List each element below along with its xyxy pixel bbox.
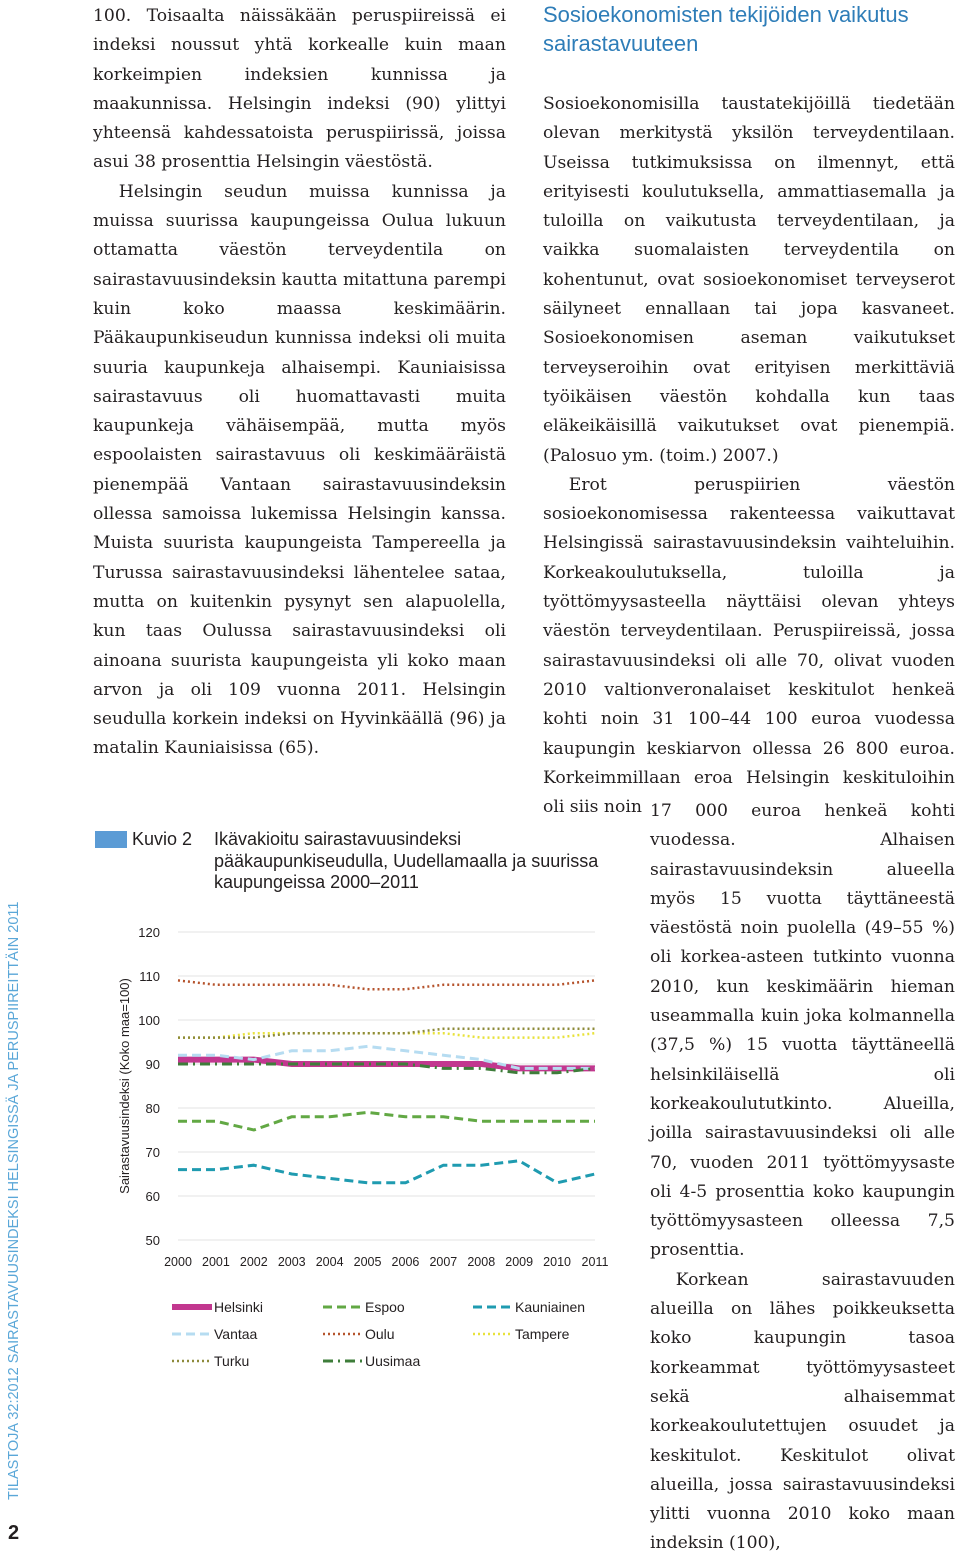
y-tick-label-70: 70 <box>145 1145 160 1160</box>
legend-label-vantaa: Vantaa <box>214 1326 258 1342</box>
left-column-text <box>93 2 506 764</box>
right-paragraph-2 <box>543 475 955 817</box>
x-tick-label-2004: 2004 <box>315 1255 344 1269</box>
left-paragraph-2 <box>93 182 506 759</box>
figure-marker <box>95 831 127 848</box>
left-paragraph-2-text: Helsingin seudun muissa kunnissa ja muissa suurissa kaupungeissa Oulua lukuun ottamatta väestön terveydentila on sairastavuusindeksin kautta mitattuna parempi kuin koko maassa keskimäärin. Pääkaupunkiseudun kunnissa indeksi oli muita suuria kaupunkeja alhaisempi. Kauniaisissa sairastavuus oli huomattavasti muita kaupunkeja vähäisempää, mutta myös espoolaisten sairastavuus oli keskimääräistä pienempää Vantaan sairastavuusindeksin ollessa samoissa lukemissa Helsingin kanssa. Muista suurista kaupungeista Tampereella ja Turussa sairastavuusindeksi lähentelee sataa, mutta on kuitenkin pysynyt sen alapuolella, kun taas Oulussa sairastavuusindeksi oli ainoana suurista kaupungeista yli koko maan arvon ja oli 109 vuonna 2011. Helsingin seudulla korkein indeksi on Hyvinkäällä (96) ja matalin Kauniaisissa (65). <box>93 181 506 759</box>
right-paragraph-3: 17 000 euroa henkeä kohti vuodessa. Alhaisen sairastavuusindeksin alueella myös 15 vuotta täyttäneestä väestöstä noin puolella (49–55 %) oli korkea-asteen tutkinto vuonna 2010, kun keskimäärin hieman useammalla kuin joka kolmannella (37,5 %) 15 vuotta täyttäneellä helsinkiläisellä oli korkeakoulututkinto. Alueilla, joilla sairastavuusindeksi oli alle 70, vuoden 2011 työttömyysaste oli 4-5 prosenttia koko kaupungin työttömyysasteen olleessa 7,5 prosenttia. <box>650 801 955 1261</box>
right-column-text <box>543 90 955 822</box>
legend-label-kauniainen: Kauniainen <box>515 1299 586 1315</box>
series-line-tampere <box>178 1033 595 1037</box>
legend-label-turku: Turku <box>214 1353 250 1369</box>
legend-label-oulu: Oulu <box>365 1326 395 1342</box>
right-paragraph-1: Sosioekonomisilla taustatekijöillä tiedetään olevan merkitystä yksilön terveydentilaan. Useissa tutkimuksissa on ilmennyt, että erityisesti koulutuksella, ammattiasemalla ja tuloilla on vaikutusta terveydentilaan, ja vaikka suomalaisten terveydentila on kohentunut, ovat sosioekonomiset terveyserot säilyneet ennallaan tai jopa kasvaneet. Sosioekonomisen aseman vaikutukset terveyseroihin ovat erityisen merkittäviä työikäisen väestön kohdalla kun taas eläkeikäisillä vaikutukset ovat pienempiä. (Palosuo ym. (toim.) 2007.) <box>543 94 955 466</box>
x-tick-label-2007: 2007 <box>429 1255 458 1269</box>
right-paragraph-2-text: Erot peruspiirien väestön sosioekonomisessa rakenteessa vaikuttavat Helsingissä sairastavuusindeksin vaihteluihin. Korkeakoulutuksella, tuloilla ja työttömyysasteella näyttäisi olevan yhteys väestön terveydentilaan. Peruspiireissä, jossa sairastavuusindeksi oli alle 70, olivat vuoden 2010 valtionveronalaiset keskitulot henkeä kohti noin 31 100–44 100 euroa vuodessa kaupungin keskiarvon ollessa 26 800 euroa. Korkeimmillaan eroa Helsingin keskituloihin oli siis noin <box>543 474 955 818</box>
legend-label-uusimaa: Uusimaa <box>365 1353 421 1369</box>
page-number: 2 <box>8 1522 20 1544</box>
x-tick-label-2000: 2000 <box>164 1255 192 1269</box>
y-tick-label-50: 50 <box>145 1233 160 1248</box>
x-tick-label-2008: 2008 <box>467 1255 496 1269</box>
right-paragraph-4-text: Korkean sairastavuuden alueilla on lähes poikkeuksetta koko kaupungin tasoa korkeammat työttömyysasteet sekä alhaisemmat korkeakoulutettujen osuudet ja keskitulot. Keskitulot olivat alueilla, jossa sairastavuusindeksi ylitti vuonna 2010 koko maan indeksin (100), <box>650 1269 955 1554</box>
right-narrow-text <box>650 797 955 1559</box>
x-tick-label-2002: 2002 <box>239 1255 268 1269</box>
figure-label: Kuvio 2 <box>132 829 193 849</box>
running-head: TILASTOJA 32:2012 SAIRASTAVUUSINDEKSI HELSINGISSÄ JA PERUSPIIREITTÄIN 2011 <box>6 901 22 1500</box>
section-heading: Sosioekonomisten tekijöiden vaikutus sairastavuuteen <box>543 2 909 56</box>
y-tick-label-80: 80 <box>145 1101 160 1116</box>
y-axis-label: Sairastavuusindeksi (Koko maa=100) <box>117 978 132 1194</box>
x-tick-label-2003: 2003 <box>277 1255 306 1269</box>
y-tick-label-100: 100 <box>138 1013 160 1028</box>
legend-label-espoo: Espoo <box>365 1299 405 1315</box>
y-tick-label-110: 110 <box>139 969 160 984</box>
left-paragraph-1: 100. Toisaalta näissäkään peruspiireissä ei indeksi noussut yhtä korkealle kuin maan korkeimpien indeksien kunnissa ja maakunnissa. Helsingin indeksi (90) ylittyi yhteensä kahdessatoista peruspiirissä, joissa asui 38 prosenttia Helsingin väestöstä. <box>93 6 506 173</box>
y-tick-label-60: 60 <box>145 1189 160 1204</box>
series-line-kauniainen <box>178 1161 595 1183</box>
y-tick-label-90: 90 <box>145 1057 160 1072</box>
figure-title: Ikävakioitu sairastavuusindeksi pääkaupunkiseudulla, Uudellamaalla ja suurissa kaupungeissa 2000–2011 <box>214 829 599 892</box>
x-tick-label-2011: 2011 <box>581 1255 609 1269</box>
x-tick-label-2005: 2005 <box>353 1255 382 1269</box>
right-paragraph-4 <box>650 1270 955 1554</box>
x-tick-label-2001: 2001 <box>202 1255 230 1269</box>
legend-label-helsinki: Helsinki <box>214 1299 264 1315</box>
legend-label-tampere: Tampere <box>515 1326 570 1342</box>
x-tick-label-2006: 2006 <box>391 1255 420 1269</box>
series-line-turku <box>178 1029 595 1038</box>
line-chart <box>110 915 610 1385</box>
series-line-oulu <box>178 980 595 989</box>
x-tick-label-2009: 2009 <box>505 1255 534 1269</box>
y-tick-label-120: 120 <box>138 925 160 940</box>
series-line-espoo <box>178 1112 595 1130</box>
x-tick-label-2010: 2010 <box>543 1255 571 1269</box>
